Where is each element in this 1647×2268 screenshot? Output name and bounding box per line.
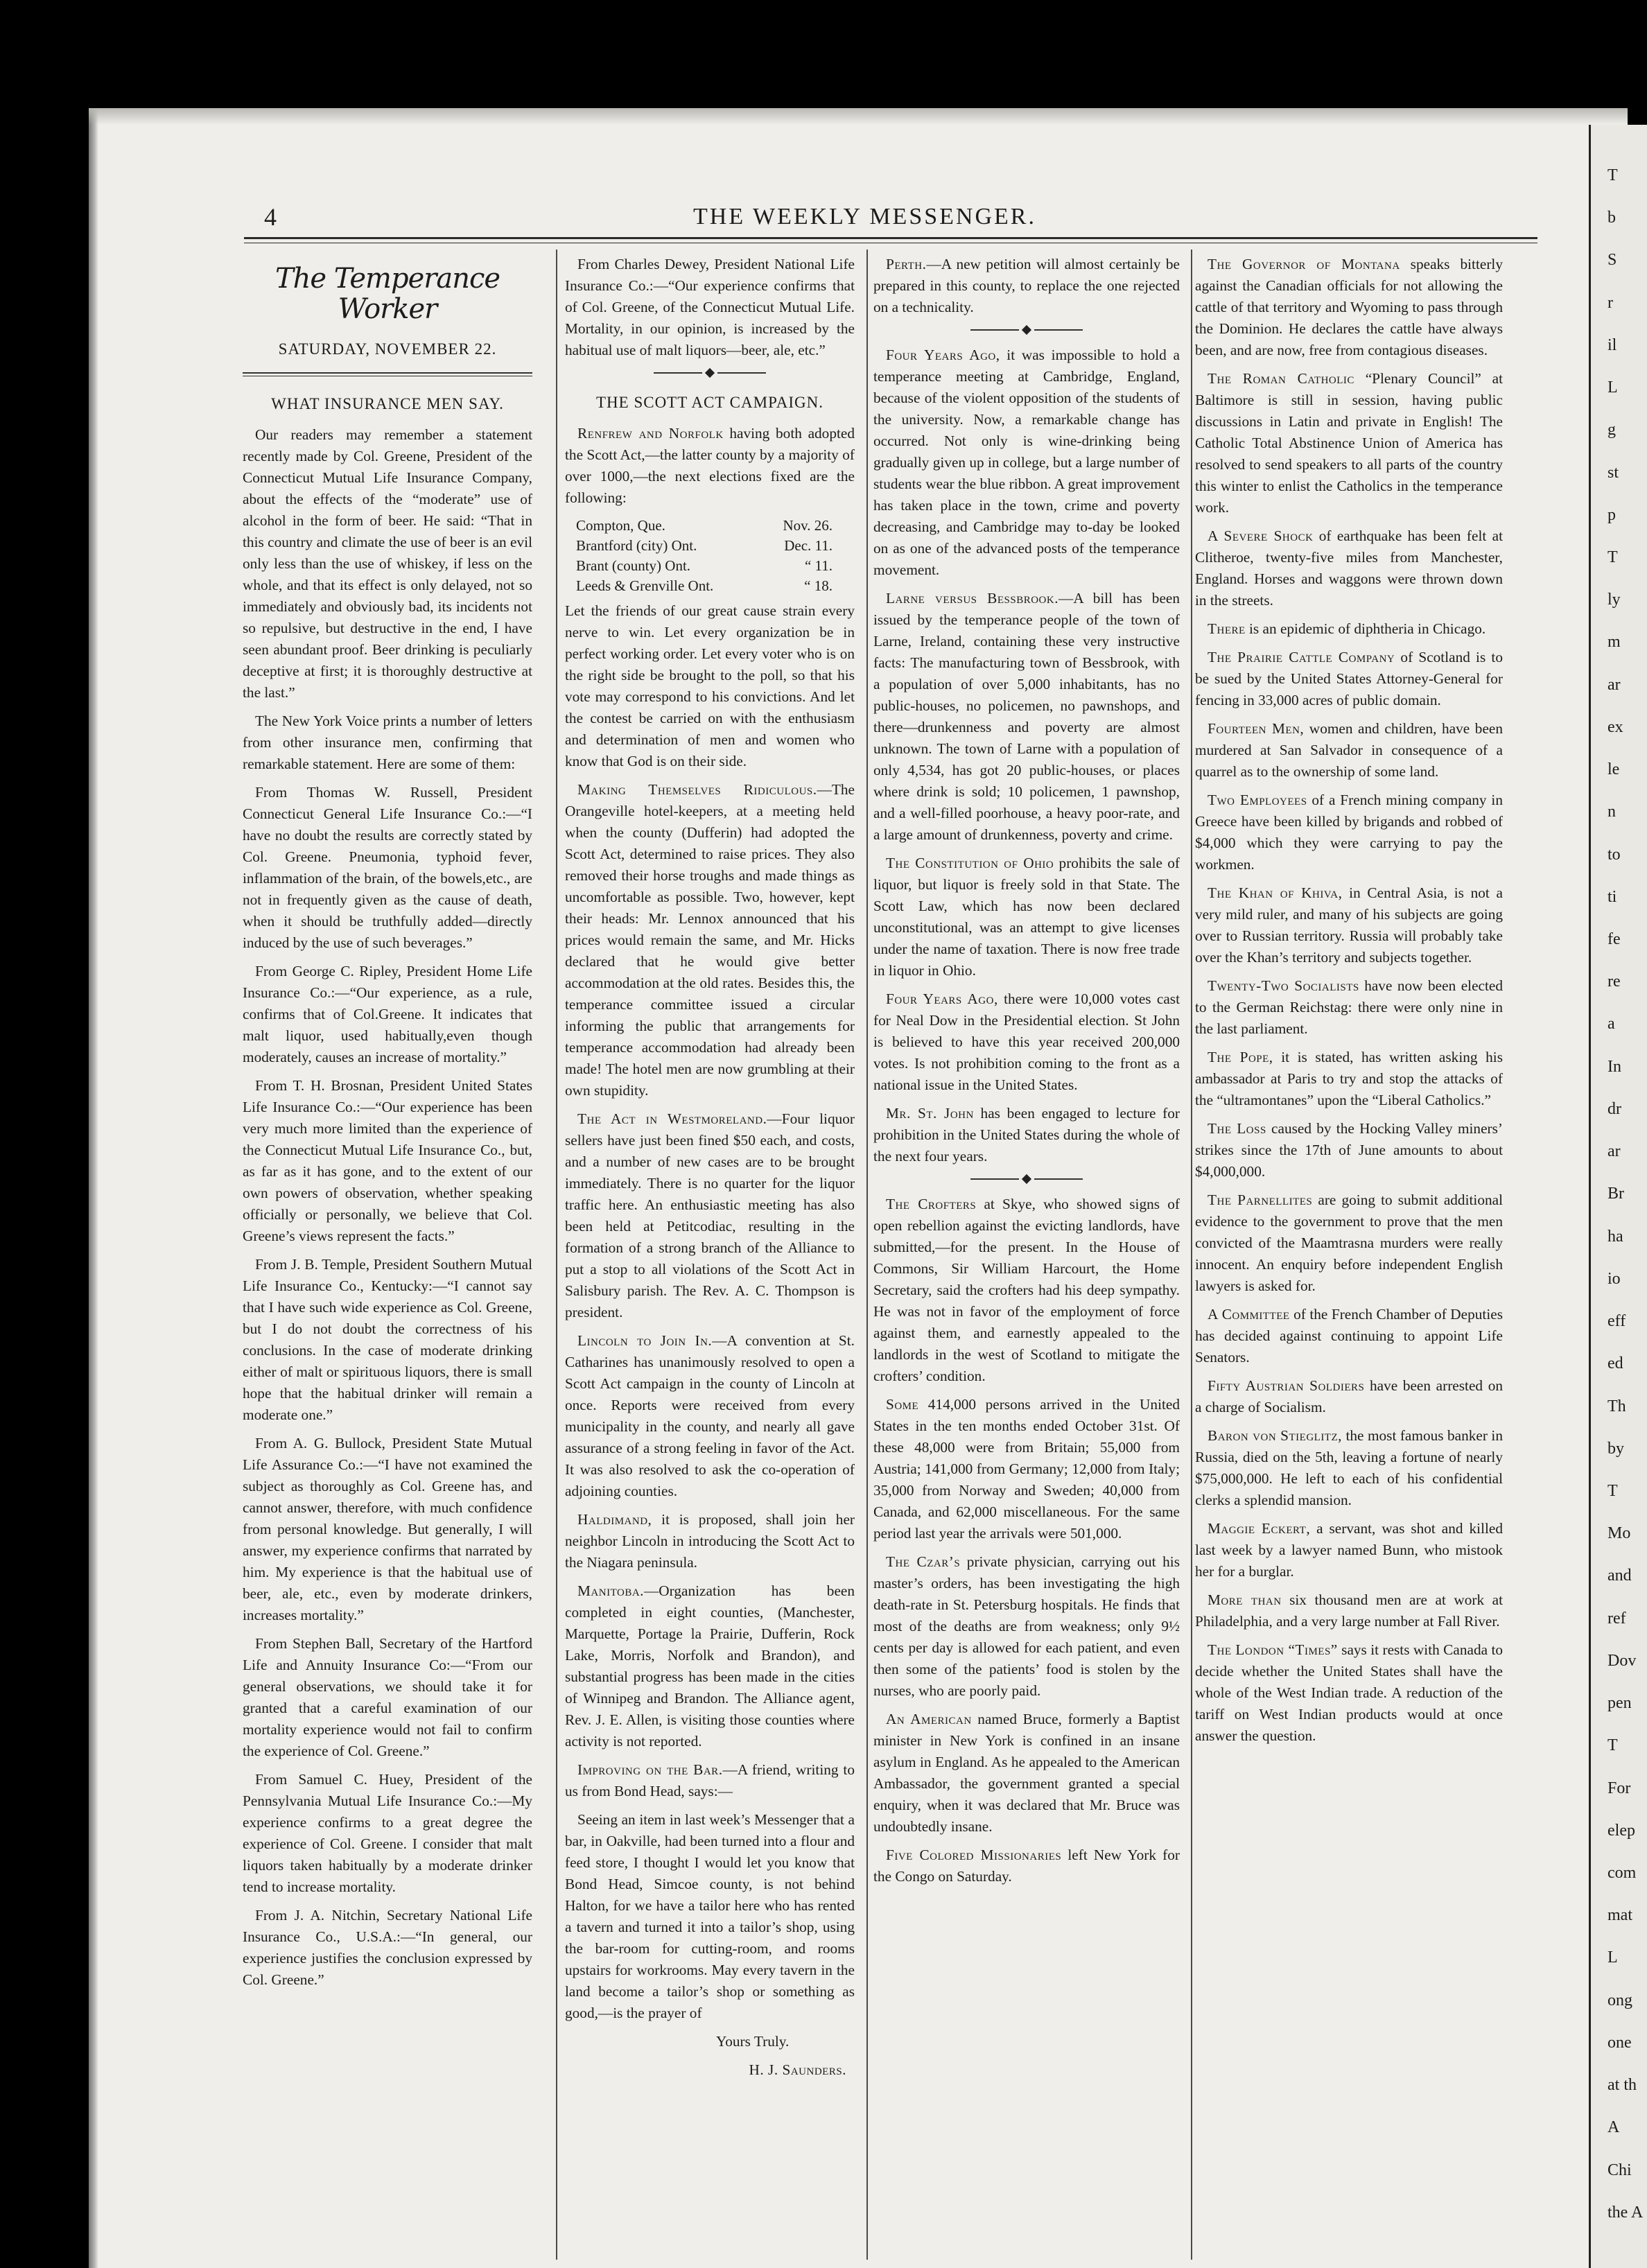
facing-page-text: pen: [1607, 1694, 1632, 1713]
facing-page-text: ti: [1607, 887, 1617, 906]
facing-page-text: one: [1607, 2033, 1632, 2052]
article-heading: THE SCOTT ACT CAMPAIGN.: [595, 394, 824, 411]
lead-in: Perth.: [886, 256, 927, 272]
election-row: [576, 576, 833, 596]
facing-page-text: g: [1607, 421, 1616, 439]
facing-page-text: dr: [1607, 1099, 1621, 1118]
lead-in: The Governor of Montana: [1208, 256, 1400, 272]
facing-page-text: b: [1607, 209, 1616, 227]
lead-in: The Loss: [1208, 1120, 1266, 1137]
facing-page-text: Th: [1607, 1397, 1626, 1415]
paragraph: The Loss caused by the Hocking Valley miners’ strikes since the 17th of June amounts to about $4,000,000.: [1195, 1120, 1504, 1180]
lead-in: Some: [886, 1396, 919, 1413]
paragraph: The Pope, it is stated, has written asking his ambassador at Paris to try and stop the attacks of the “ultramontanes” upon the “Liberal Catholics.”: [1195, 1049, 1503, 1108]
paragraph: The Roman Catholic “Plenary Council” at Baltimore is still in session, having public discussions in Latin and private in English! The Catholic Total Abstinence Union of America has resolved to send speakers to all parts of the country this winter to enlist the Catholics in the temperance work.: [1195, 370, 1503, 516]
facing-page-text: elep: [1607, 1821, 1635, 1840]
facing-page-text: a: [1607, 1015, 1615, 1033]
election-place: Brant (county) Ont.: [576, 557, 691, 574]
paragraph: From J. A. Nitchin, Secretary National Life Insurance Co., U.S.A.:—“In general, our experience justifies the conclusion expressed by Col. Greene.”: [243, 1907, 532, 1988]
column-rule: [556, 250, 557, 2260]
facing-page-text: r: [1607, 293, 1613, 312]
paragraph: Lincoln to Join In.—A convention at St. Catharines has unanimously resolved to open a Scott Act campaign in the county of Lincoln at once. Reports were received from every municipality in the county, and nearly all gave assurance of a strong feeling in favor of the Act. It was also resolved to ask the co-operation of adjoining counties.: [565, 1332, 855, 1499]
facing-page-text: p: [1607, 505, 1616, 524]
lead-in: Four Years Ago,: [886, 991, 998, 1007]
paragraph: The Governor of Montana speaks bitterly against the Canadian officials for not allowing the cattle of that territory and Wyoming to pass through the Dominion. He declares the cattle have always been, and are now, free from contagious diseases.: [1195, 256, 1503, 358]
election-schedule: [576, 516, 855, 596]
facing-page-text: L: [1607, 378, 1618, 397]
lead-in: More than: [1208, 1591, 1282, 1608]
facing-page-text: S: [1607, 251, 1617, 270]
facing-page-text: Dov: [1607, 1651, 1637, 1670]
election-date: “ 18.: [804, 577, 833, 594]
column-1: [243, 254, 532, 1998]
paragraph: The London “Times” says it rests with Canada to decide whether the United States shall have the whole of the West Indian trade. A reduction of the tariff on West Indian products would at once answer the question.: [1195, 1641, 1504, 1744]
facing-page-text: st: [1607, 463, 1619, 482]
paragraph: Making Themselves Ridiculous.—The Orangeville hotel-keepers, at a meeting held when the county (Dufferin) had adopted the Scott Act, determined to raise prices. They also removed their horse troughs and made things as uncomfortable as possible. Two, however, kept their heads: Mr. Lennox announced that his prices would remain the same, and Mr. Hicks declared that he would give better accommodation at the old rates. Besides this, the temperance committee issued a circular informing the public that arrangements for temperance accommodation had already been made! The hotel men are now grumbling at their own stupidity.: [565, 781, 855, 1099]
lead-in: Maggie Eckert,: [1208, 1520, 1311, 1537]
paragraph: Seeing an item in last week’s Messenger that a bar, in Oakville, had been turned into a flour and feed store, I thought I would let you know that Bond Head, Simcoe county, is not behind Halton, for we have a tailor here who has rented a tavern and turned it into a tailor’s shop, using the bar-room for cutting-room, and rooms upstairs for workrooms. May every tavern in the land become a tailor’s shop or something as good,—is the prayer of: [565, 1811, 855, 2021]
paragraph: An American named Bruce, formerly a Baptist minister in New York is confined in an insane asylum in England. As he appealed to the American Ambassador, the government granted a special enquiry, when it was declared that Mr. Bruce was undoubtedly insane.: [873, 1711, 1180, 1835]
lead-in: Larne versus Bessbrook.: [886, 590, 1059, 607]
facing-page-text: le: [1607, 760, 1620, 779]
election-row: [576, 556, 833, 576]
facing-page-text: fe: [1607, 930, 1621, 949]
column-3: [873, 254, 1180, 1894]
facing-page-text: ref: [1607, 1609, 1626, 1628]
lead-in: Twenty-Two Socialists: [1208, 977, 1359, 994]
paragraph: Baron von Stieglitz, the most famous banker in Russia, died on the 5th, leaving a fortune of nearly $75,000,000. He left to each of his confidential clerks a splendid mansion.: [1195, 1427, 1503, 1508]
lead-in: The Roman Catholic: [1208, 370, 1354, 387]
facing-page-text: For: [1607, 1779, 1631, 1797]
paragraph: Four Years Ago, there were 10,000 votes cast for Neal Dow in the Presidential election. St John is believed to have this year received 200,000 votes. Is not prohibition coming to the front as a national issue in the United States.: [873, 991, 1180, 1093]
lead-in: An American: [886, 1711, 972, 1727]
paragraph: Renfrew and Norfolk having both adopted the Scott Act,—the latter county by a majority of over 1000,—the next elections fixed are the following:: [565, 425, 855, 506]
paragraph: Fourteen Men, women and children, have been murdered at San Salvador in consequence of a quarrel as to the ownership of some land.: [1195, 720, 1503, 780]
paragraph: A Severe Shock of earthquake has been felt at Clitheroe, twenty-five miles from Manchester, England. Horses and waggons were thrown down in the streets.: [1195, 527, 1503, 609]
facing-page-text: re: [1607, 972, 1621, 991]
lead-in: Two Employees: [1208, 792, 1307, 808]
facing-page-text: T: [1607, 166, 1618, 184]
lead-in: The Constitution of Ohio: [886, 855, 1054, 871]
paragraph: Four Years Ago, it was impossible to hold a temperance meeting at Cambridge, England, because of the violent opposition of the students of the university. Now, a remarkable change has occurred. Not only is wine-drinking being gradually given up in college, but a large number of students wear the blue ribbon. A great improvement has taken place in the town, crime and poverty decreasing, and Cambridge may to-day be looked on as one of the advanced posts of the temperance movement.: [873, 347, 1180, 578]
election-date: Nov. 26.: [783, 517, 833, 534]
lead-in: There: [1208, 620, 1246, 637]
paragraph: From J. B. Temple, President Southern Mutual Life Insurance Co., Kentucky:—“I cannot say that I have such wide experience as Col. Greene, but I do not doubt the correctness of his conclusions. In the case of moderate drinking either of malt or spirituous liquors, there is small hope that the habitual drinker will remain a moderate one.”: [243, 1256, 532, 1423]
facing-page-text: ong: [1607, 1991, 1632, 2009]
column-rule: [866, 250, 868, 2260]
paragraph: Five Colored Missionaries left New York for the Congo on Saturday.: [873, 1847, 1180, 1885]
lead-in: Haldimand,: [577, 1511, 652, 1528]
dateline: SATURDAY, NOVEMBER 22.: [278, 340, 497, 358]
lead-in: Four Years Ago,: [886, 347, 1000, 363]
paragraph: The Crofters at Skye, who showed signs of open rebellion against the evicting landlords, have submitted,—for the present. In the House of Commons, Sir William Harcourt, the Home Secretary, said the crofters had his deep sympathy. He was not in favor of the employment of force against them, and earnestly appealed to the landlords in the west of Scotland to mitigate the crofters’ condition.: [873, 1196, 1180, 1384]
lead-in: Fifty Austrian Soldiers: [1208, 1377, 1365, 1394]
paragraph: The Parnellites are going to submit additional evidence to the government to prove that the men convicted of the Maamtrasna murders were really innocent. An enquiry before independent English lawyers is asked for.: [1195, 1192, 1503, 1294]
ornament-divider: [873, 326, 1180, 333]
paragraph: From Stephen Ball, Secretary of the Hartford Life and Annuity Insurance Co:—“From our general observations, we should take it for granted that a careful examination of our mortality experience would not fail to confirm the experience of Col. Greene.”: [243, 1635, 532, 1759]
facing-page-text: by: [1607, 1439, 1624, 1458]
facing-page-text: n: [1607, 803, 1616, 821]
page-number: 4: [264, 203, 277, 231]
facing-page-text: L: [1607, 1948, 1618, 1967]
paragraph: More than six thousand men are at work at Philadelphia, and a very large number at Fall River.: [1195, 1591, 1503, 1630]
binding-edge: [89, 108, 98, 2268]
facing-page-text: Chi: [1607, 2161, 1632, 2179]
paragraph: Two Employees of a French mining company in Greece have been killed by brigands and robbed of $4,000 which they were carrying to pay the workmen.: [1195, 792, 1503, 873]
paragraph: The Constitution of Ohio prohibits the sale of liquor, but liquor is freely sold in that State. The Scott Law, which has now been declared unconstitutional, was an attempt to give licenses under the name of taxation. There is now free trade in liquor in Ohio.: [873, 855, 1180, 979]
paragraph: From George C. Ripley, President Home Life Insurance Co.:—“Our experience, as a rule, confirms that of Col.Greene. It indicates that malt liquor, used habitually,even though moderately, causes an increase of mortality.”: [243, 963, 532, 1065]
masthead: THE WEEKLY MESSENGER.: [693, 204, 1036, 229]
lead-in: Lincoln to Join In.: [577, 1332, 713, 1349]
election-place: Brantford (city) Ont.: [576, 537, 697, 554]
paragraph: The Prairie Cattle Company of Scotland is to be sued by the United States Attorney-General for fencing in 33,000 acres of public domain.: [1195, 649, 1503, 708]
facing-page-text: T: [1607, 548, 1618, 567]
lead-in: Manitoba.: [577, 1582, 644, 1599]
lead-in: A Committee: [1208, 1306, 1290, 1323]
lead-in: Making Themselves Ridiculous.: [577, 781, 817, 798]
header-rule: [244, 237, 1537, 239]
paragraph: From T. H. Brosnan, President United States Life Insurance Co.:—“Our experience has been very much more limited than the experience of the Connecticut Mutual Life Insurance Co., but, as far as it has gone, and to the extent of our own powers of observation, whether speaking officially or personally, we believe that Col. Greene’s views represent the facts.”: [243, 1077, 532, 1244]
paragraph: Maggie Eckert, a servant, was shot and killed last week by a lawyer named Bunn, who mistook her for a burglar.: [1195, 1520, 1503, 1580]
column-2: [565, 254, 855, 2088]
paragraph: Twenty-Two Socialists have now been elected to the German Reichstag: there were only nine in the last parliament.: [1195, 977, 1503, 1037]
paragraph: A Committee of the French Chamber of Deputies has decided against continuing to appoint Life Senators.: [1195, 1306, 1504, 1366]
election-date: Dec. 11.: [784, 537, 833, 554]
lead-in: The Crofters: [886, 1196, 977, 1212]
section-rule: [243, 372, 532, 376]
column-4: [1195, 254, 1503, 1754]
facing-page-text: m: [1607, 633, 1621, 652]
page-shadow: [89, 108, 1628, 125]
facing-page-text: A: [1607, 2118, 1620, 2137]
election-place: Leeds & Grenville Ont.: [576, 577, 714, 594]
facing-page-text: In: [1607, 1057, 1621, 1076]
facing-page-text: at th: [1607, 2076, 1637, 2095]
paragraph: Haldimand, it is proposed, shall join her neighbor Lincoln in introducing the Scott Act to the Niagara peninsula.: [565, 1511, 855, 1571]
lead-in: The Khan of Khiva,: [1208, 884, 1343, 901]
paragraph: Perth.—A new petition will almost certainly be prepared in this county, to replace the one rejected on a technicality.: [873, 256, 1180, 315]
ornament-divider: [565, 369, 855, 376]
signature-closing: Yours Truly.: [716, 2033, 790, 2050]
paragraph: The New York Voice prints a number of letters from other insurance men, confirming that remarkable statement. Here are some of them:: [243, 713, 532, 772]
facing-page-text: ha: [1607, 1227, 1623, 1246]
lead-in: Improving on the Bar.: [577, 1761, 723, 1778]
paragraph: Let the friends of our great cause strain every nerve to win. Let every organization be in perfect working order. Let every voter who is on the right side be brought to the poll, so that his vote may correspond to his convictions. And let the contest be carried on with the enthusiasm and determination of men and women who know that God is on their side.: [565, 602, 855, 769]
paragraph: The Act in Westmoreland.—Four liquor sellers have just been fined $50 each, and costs, and a number of new cases are to be brought immediately. There is no quarter for the liquor traffic here. An enthusiastic meeting has also been held at Petitcodiac, resulting in the formation of a strong branch of the Alliance to put a stop to all violations of the Scott Act in Salisbury parish. The Rev. A. C. Thompson is president.: [565, 1110, 855, 1320]
facing-page-text: ar: [1607, 675, 1621, 694]
facing-page-text: the A: [1607, 2203, 1644, 2222]
paragraph: The Khan of Khiva, in Central Asia, is not a very mild ruler, and many of his subjects are going over to Russian territory. Russia will probably take over the Khan’s territory and subjects together.: [1195, 884, 1503, 966]
paragraph: Larne versus Bessbrook.—A bill has been issued by the temperance people of the town of Larne, Ireland, containing these very instructive facts: The manufacturing town of Bessbrook, with a population of over 5,000 inhabitants, has no public-houses, no policemen, no pawnshops, and there—drunkenness and poverty are almost unknown. The town of Larne with a population of only 4,534, has got 20 public-houses, or places where drink is sold; 10 policemen, 1 pawnshop, and a well-filled poorhouse, a heavy poor-rate, and a large amount of drunkenness, poverty and crime.: [873, 590, 1180, 843]
lead-in: The Prairie Cattle Company: [1208, 649, 1395, 665]
election-place: Compton, Que.: [576, 517, 665, 534]
lead-in: The Czar’s: [886, 1553, 961, 1570]
paragraph: The Czar’s private physician, carrying out his master’s orders, has been investigating the high death-rate in St. Petersburg hospitals. He finds that most of the deaths are from weakness; only 9½ cents per day is allowed for each patient, and even then some of the patients’ food is stolen by the nurses, who are poorly paid.: [873, 1553, 1180, 1699]
facing-page-text: ar: [1607, 1142, 1621, 1161]
facing-page-text: Mo: [1607, 1524, 1631, 1543]
paragraph: Fifty Austrian Soldiers have been arrested on a charge of Socialism.: [1195, 1377, 1503, 1415]
department-title: The Temperance Worker: [274, 263, 500, 325]
paragraph: There is an epidemic of diphtheria in Chicago.: [1208, 620, 1486, 637]
lead-in: Mr. St. John: [886, 1105, 974, 1122]
ornament-divider: [873, 1176, 1180, 1183]
facing-page-text: Br: [1607, 1185, 1624, 1203]
lead-in: Five Colored Missionaries: [886, 1847, 1062, 1863]
paragraph: From Samuel C. Huey, President of the Pennsylvania Mutual Life Insurance Co.:—My experience confirms to a great degree the experience of Col. Greene. I consider that malt liquors taken habitually by a moderate drinker tend to increase mortality.: [243, 1771, 532, 1895]
paragraph: Improving on the Bar.—A friend, writing to us from Bond Head, says:—: [565, 1761, 855, 1799]
lead-in: Fourteen Men,: [1208, 720, 1305, 737]
paragraph: From Charles Dewey, President National Life Insurance Co.:—“Our experience confirms that of Col. Greene, of the Connecticut Mutual Life. Mortality, in our opinion, is increased by the habitual use of malt liquors—beer, ale, etc.”: [565, 256, 855, 358]
paragraph: Manitoba.—Organization has been completed in eight counties, (Manchester, Marquette, Portage la Prairie, Dufferin, Rock Lake, Morris, Norfolk and Brandon), and substantial progress has been made in the cities of Winnipeg and Brandon. The Alliance agent, Rev. J. E. Allen, is visiting those counties where activity is not reported.: [565, 1582, 855, 1750]
facing-page-fragment: [1589, 125, 1647, 2268]
paragraph: From A. G. Bullock, President State Mutual Life Assurance Co.:—“I have not examined the subject as thoroughly as Col. Greene has, and cannot answer, therefore, with much confidence from personal knowledge. But generally, I will answer, my experience confirms that narrated by him. My experience is that the habitual use of beer, ale, etc., even by moderate drinkers, increases mortality.”: [243, 1435, 532, 1623]
facing-page-text: eff: [1607, 1312, 1626, 1331]
facing-page-text: and: [1607, 1567, 1632, 1585]
lead-in: Baron von Stieglitz,: [1208, 1427, 1342, 1444]
facing-page-text: il: [1607, 335, 1617, 354]
article-heading: WHAT INSURANCE MEN SAY.: [271, 395, 504, 412]
election-row: [576, 516, 833, 536]
paragraph: Some 414,000 persons arrived in the United States in the ten months ended October 31st. Of these 48,000 were from Britain; 55,000 from Austria; 141,000 from Germany; 12,000 from Italy; 35,000 from Norway and Sweden; 40,000 from Canada, and 62,000 miscellaneous. For the same period last year the arrivals were 501,000.: [873, 1396, 1180, 1542]
facing-page-text: ex: [1607, 717, 1623, 736]
facing-page-text: io: [1607, 1269, 1621, 1288]
column-rule: [1191, 250, 1192, 2260]
paragraph: Mr. St. John has been engaged to lecture for prohibition in the United States during the whole of the next four years.: [873, 1105, 1180, 1164]
lead-in: The Parnellites: [1208, 1192, 1313, 1208]
facing-page-text: ly: [1607, 591, 1621, 609]
facing-page-text: T: [1607, 1736, 1618, 1755]
lead-in: A Severe Shock: [1208, 527, 1314, 544]
election-row: [576, 536, 833, 556]
signature-name: H. J. Saunders.: [749, 2061, 846, 2078]
lead-in: The Act in Westmoreland.: [577, 1110, 767, 1127]
election-date: “ 11.: [804, 557, 833, 574]
facing-page-text: ed: [1607, 1354, 1623, 1373]
lead-in: Renfrew and Norfolk: [577, 425, 724, 442]
facing-page-text: com: [1607, 1863, 1637, 1882]
paragraph: Our readers may remember a statement recently made by Col. Greene, President of the Connecticut Mutual Life Insurance Company, about the effects of the “moderate” use of alcohol in the form of beer. He said: “That in this country and climate the use of beer is an evil only less than the use of whiskey, if less on the whole, and that its effect is only delayed, not so immediately and obviously bad, its incidents not so repulsive, but destructive in the end, I have seen abundant proof. Beer drinking is peculiarly deceptive at first; it is thoroughly destructive at the last.”: [243, 426, 532, 701]
facing-page-text: mat: [1607, 1906, 1632, 1925]
facing-page-text: T: [1607, 1481, 1618, 1500]
paragraph: From Thomas W. Russell, President Connecticut General Life Insurance Co.:—“I have no doubt the results are correctly stated by Col. Greene. Pneumonia, typhoid fever, inflammation of the brain, of the bowels,etc., are not in frequently given as the cause of death, when it should be truthfully added—directly induced by the use of such beverages.”: [243, 784, 532, 951]
lead-in: The London “Times”: [1208, 1641, 1338, 1658]
facing-page-text: to: [1607, 845, 1621, 864]
lead-in: The Pope,: [1208, 1049, 1273, 1065]
